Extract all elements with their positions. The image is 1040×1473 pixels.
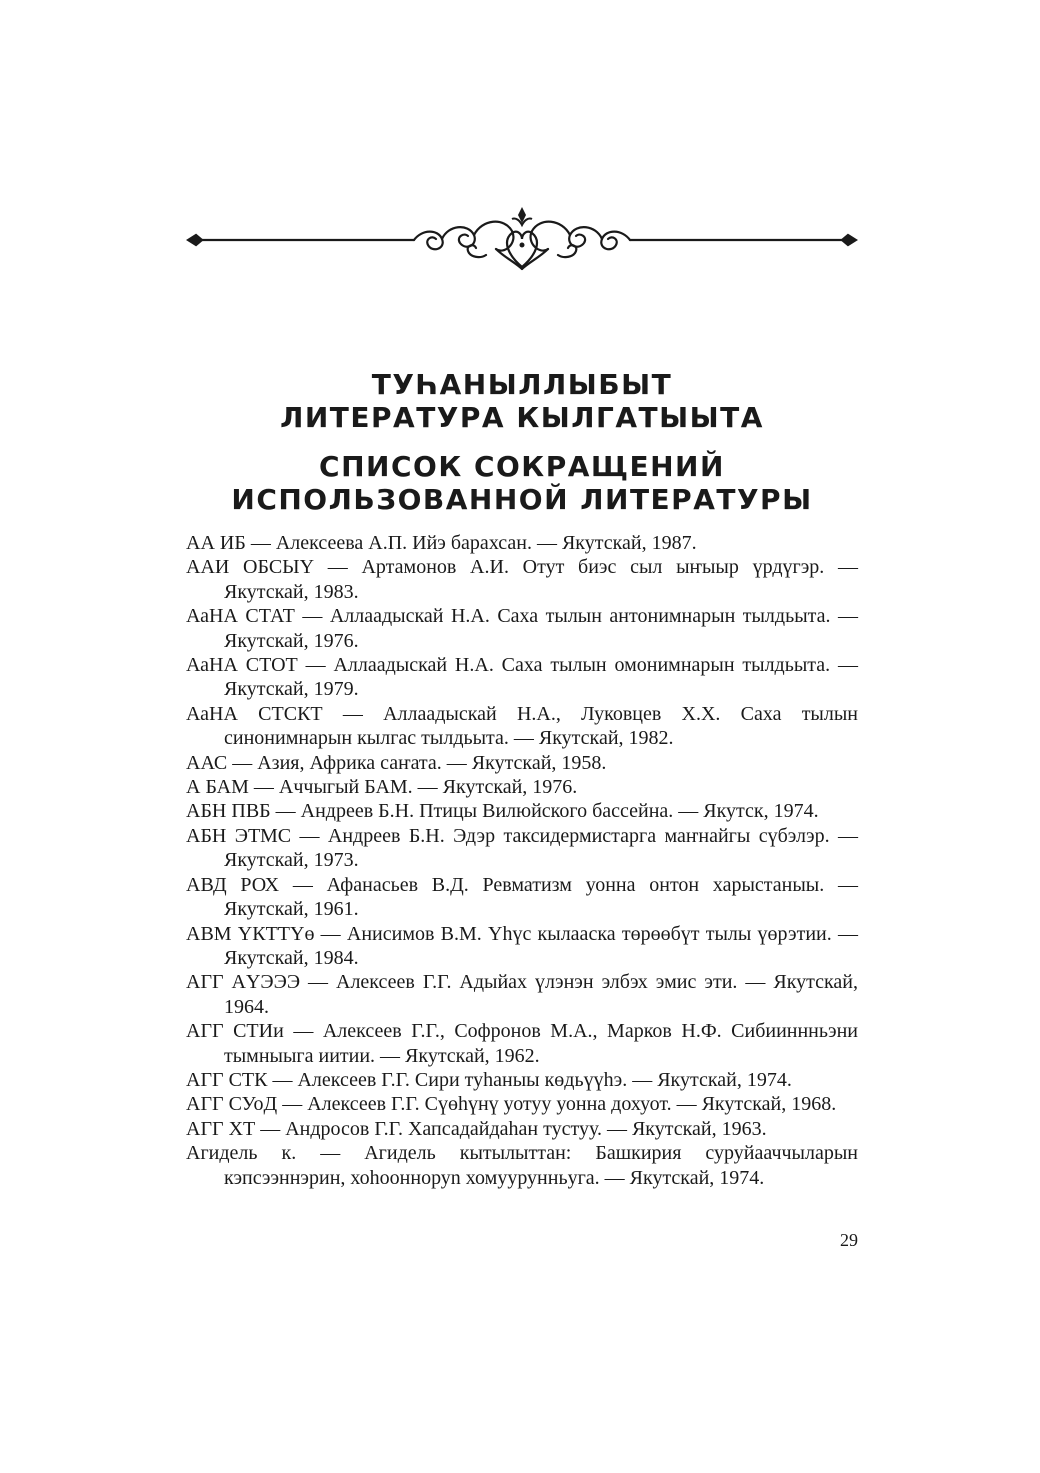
- list-item: АГГ ХТ — Андросов Г.Г. Хапсадайдаһан тустуу. — Якутскай, 1963.: [186, 1117, 767, 1140]
- list-item: АаНА СТАТ — Аллаадыскай Н.А. Саха тылын антонимнарын тылдьыта. — Якутскай, 1976.: [186, 605, 858, 652]
- list-item: ААС — Азия, Африка саҥата. — Якутскай, 1958.: [186, 751, 607, 774]
- heading-sakha-line-1: ТУҺАНЫЛЛЫБЫТ: [371, 368, 673, 401]
- list-item: АА ИБ — Алексеева А.П. Ийэ барахсан. — Якутскай, 1987.: [186, 532, 697, 554]
- list-item: АВМ ҮКТТҮө — Анисимов В.М. Үһүс кылааска төрөөбүт тылы үөрэтии. — Якутскай, 1984.: [186, 922, 858, 969]
- list-item: АБН ПВБ — Андреев Б.Н. Птицы Вилюйского бассейна. — Якутск, 1974.: [186, 800, 819, 823]
- list-item: АГГ СТК — Алексеев Г.Г. Сири туһаныы көдьүүһэ. — Якутскай, 1974.: [186, 1068, 792, 1091]
- heading-sakha-line-2: ЛИТЕРАТУРА КЫЛГАТЫЫТА: [280, 401, 764, 434]
- list-item: АГГ АҮЭЭЭ — Алексеев Г.Г. Адыйах үлэнэн элбэх эмис эти. — Якутскай, 1964.: [186, 971, 858, 1018]
- list-item: АБН ЭТМС — Андреев Б.Н. Эдэр таксидермистарга маҥнайгы сүбэлэр. — Якутскай, 1973.: [186, 824, 858, 872]
- list-item: АГГ СТИи — Алексеев Г.Г., Софронов М.А., Марков Н.Ф. Сибииннньэни тымныыга иитии. — Якутскай, 1962.: [186, 1020, 858, 1067]
- decorative-ornament: [186, 205, 858, 275]
- heading-sakha: [186, 368, 858, 434]
- heading-russian-line-1: СПИСОК СОКРАЩЕНИЙ: [319, 450, 725, 483]
- list-item: АаНА СТСКТ — Аллаадыскай Н.А., Луковцев Х.Х. Саха тылын синонимнарын кылгас тылдьыта. — Якутскай, 1982.: [186, 702, 858, 750]
- list-item: ААИ ОБСЫҮ — Артамонов А.И. Отут биэс сыл ыҥыыр үрдүгэр. — Якутскай, 1983.: [186, 556, 858, 603]
- page-number: 29: [840, 1230, 858, 1250]
- list-item: Агидель к. — Агидель кытылыттан: Башкирия суруйааччыларын кэпсээннэрин, хоһоонноруn хомуурунньуга. — Якутскай, 1974.: [186, 1142, 858, 1189]
- abbreviation-list: [186, 531, 858, 1190]
- heading-russian: [186, 450, 858, 516]
- heading-russian-line-2: ИСПОЛЬЗОВАННОЙ ЛИТЕРАТУРЫ: [231, 483, 813, 516]
- list-item: А БАМ — Аччыгый БАМ. — Якутскай, 1976.: [186, 776, 578, 799]
- list-item: АГГ СУоД — Алексеев Г.Г. Сүөһүнү уотуу уонна дохуот. — Якутскай, 1968.: [186, 1093, 837, 1116]
- list-item: АВД РОХ — Афанасьев В.Д. Ревматизм уонна онтон харыстаныы. — Якутскай, 1961.: [186, 873, 858, 921]
- list-item: АаНА СТОТ — Аллаадыскай Н.А. Саха тылын омонимнарын тылдьыта. — Якутскай, 1979.: [186, 654, 858, 701]
